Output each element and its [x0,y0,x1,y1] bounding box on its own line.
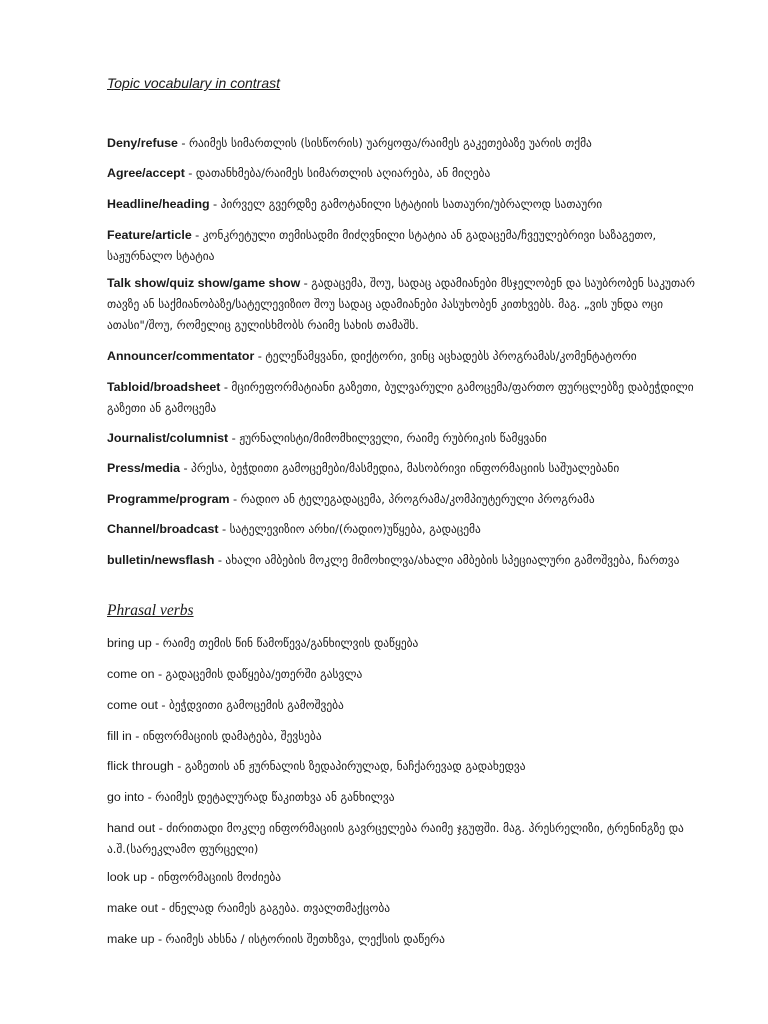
phrasal-term: come out [107,698,158,712]
vocab-definition: რაიმეს სიმართლის (სისწორის) უარყოფა/რაიმეს გაკეთებაზე უარის თქმა [188,136,592,150]
vocab-term: Journalist/columnist [107,431,229,445]
vocab-term: Channel/broadcast [107,522,219,536]
vocab-term: bulletin/newsflash [107,553,215,567]
vocab-entry: Talk show/quiz show/game show - გადაცემა, შოუ, სადაც ადამიანები მსჯელობენ და საუბრობენ საკუთარ თავზე ან საქმიანობაზე/სატელევიზიო შოუ სადაც ადამიანები პასუხობენ კითხვებს. მაგ. „ვის უნდა ოცი ათასი"/შოუ, რომელიც გულისხმობს რაიმე სახის თამაშს. [107,276,695,332]
vocab-definition: ჟურნალისტი/მიმომხილველი, რაიმე რუბრიკის წამყვანი [239,431,547,445]
phrasal-definition: რაიმე თემის წინ წამოწევა/განხილვის დაწყება [162,636,419,650]
phrasal-entry: bring up - რაიმე თემის წინ წამოწევა/განხილვის დაწყება [107,636,419,650]
phrasal-definition: რაიმეს ახსნა / ისტორიის შეთხზვა, ლექსის დაწერა [165,932,445,946]
phrasal-term: hand out [107,821,156,835]
vocab-definition: ახალი ამბების მოკლე მიმოხილვა/ახალი ამბების სპეციალური გამოშვება, ჩართვა [225,553,680,567]
page-title: Topic vocabulary in contrast [107,75,281,91]
phrasal-term: flick through [107,759,174,773]
vocab-definition: კონკრეტული თემისადმი მიძღვნილი სტატია ან გადაცემა/ჩვეულებრივი საზაგეთო, საჟურნალო სტატია [107,228,657,263]
vocab-term: Deny/refuse [107,136,178,150]
phrasal-definition: რაიმეს დეტალურად წაკითხვა ან განხილვა [155,790,395,804]
vocab-entry: Journalist/columnist - ჟურნალისტი/მიმომხილველი, რაიმე რუბრიკის წამყვანი [107,431,547,445]
phrasal-entry: make up - რაიმეს ახსნა / ისტორიის შეთხზვა, ლექსის დაწერა [107,932,445,946]
phrasal-definition: ინფორმაციის დამატება, შევსება [142,729,322,743]
phrasal-term: fill in [107,729,132,743]
section-title: Phrasal verbs [107,602,194,619]
vocab-entry: Tabloid/broadsheet - მცირეფორმატიანი გაზეთი, ბულვარული გამოცემა/ფართო ფურცლებზე დაბეჭდილი გაზეთი ან გამოცემა [107,380,694,415]
phrasal-term: make out [107,901,158,915]
vocab-definition: პრესა, ბეჭდითი გამოცემები/მასმედია, მასობრივი ინფორმაციის საშუალებანი [191,461,620,475]
vocab-term: Agree/accept [107,166,185,180]
vocab-definition: გადაცემა, შოუ, სადაც ადამიანები მსჯელობენ და საუბრობენ საკუთარ თავზე ან საქმიანობაზე/სატელევიზიო შოუ სადაც ადამიანები პასუხობენ კითხვებს. მაგ. „ვის უნდა ოცი ათასი"/შოუ, რომელიც გულისხმობს რაიმე სახის თამაშს. [107,276,695,332]
vocab-entry: Deny/refuse - რაიმეს სიმართლის (სისწორის) უარყოფა/რაიმეს გაკეთებაზე უარის თქმა [107,136,592,150]
phrasal-definition: ძირითადი მოკლე ინფორმაციის გავრცელება რაიმე ჯგუფში. მაგ. პრესრელიზი, ტრენინგზე და ა.შ.(სარეკლამო ფურცელი) [107,821,684,856]
phrasal-definition: ინფორმაციის მოძიება [157,870,282,884]
vocab-definition: მცირეფორმატიანი გაზეთი, ბულვარული გამოცემა/ფართო ფურცლებზე დაბეჭდილი გაზეთი ან გამოცემა [107,380,694,415]
vocab-term: Feature/article [107,228,192,242]
phrasal-definition: ძნელად რაიმეს გაგება. თვალთმაქცობა [168,901,391,915]
vocab-term: Press/media [107,461,181,475]
phrasal-term: make up [107,932,155,946]
phrasal-definition: გადაცემის დაწყება/ეთერში გასვლა [165,667,363,681]
phrasal-entry: fill in - ინფორმაციის დამატება, შევსება [107,729,322,743]
phrasal-entry: come on - გადაცემის დაწყება/ეთერში გასვლა [107,667,363,681]
vocab-term: Talk show/quiz show/game show [107,276,301,290]
vocab-term: Tabloid/broadsheet [107,380,221,394]
phrasal-term: bring up [107,636,152,650]
vocab-definition: ტელეწამყვანი, დიქტორი, ვინც აცხადებს პროგრამას/კომენტატორი [265,349,637,363]
phrasal-definition: ბეჭდვითი გამოცემის გამოშვება [168,698,344,712]
phrasal-term: come on [107,667,155,681]
vocab-definition: დათანხმება/რაიმეს სიმართლის აღიარება, ან მიღება [195,166,491,180]
phrasal-term: go into [107,790,145,804]
phrasal-term: look up [107,870,147,884]
vocab-definition: სატელევიზიო არხი/(რადიო)უწყება, გადაცემა [229,522,481,536]
phrasal-entry: hand out - ძირითადი მოკლე ინფორმაციის გავრცელება რაიმე ჯგუფში. მაგ. პრესრელიზი, ტრენინგზე და ა.შ.(სარეკლამო ფურცელი) [107,821,684,856]
vocab-definition: პირველ გვერდზე გამოტანილი სტატიის სათაური/უბრალოდ სათაური [220,197,603,211]
vocab-entry: Programme/program - რადიო ან ტელეგადაცემა, პროგრამა/კომპიუტერული პროგრამა [107,492,595,506]
vocab-entry: Headline/heading - პირველ გვერდზე გამოტანილი სტატიის სათაური/უბრალოდ სათაური [107,197,603,211]
vocab-term: Announcer/commentator [107,349,255,363]
phrasal-entry: flick through - გაზეთის ან ჟურნალის ზედაპირულად, ნაჩქარევად გადახედვა [107,759,526,773]
vocab-term: Programme/program [107,492,230,506]
vocab-term: Headline/heading [107,197,210,211]
vocab-entry: Channel/broadcast - სატელევიზიო არხი/(რადიო)უწყება, გადაცემა [107,522,481,536]
vocab-entry: Feature/article - კონკრეტული თემისადმი მიძღვნილი სტატია ან გადაცემა/ჩვეულებრივი საზაგეთო, საჟურნალო სტატია [107,228,657,263]
phrasal-entry: come out - ბეჭდვითი გამოცემის გამოშვება [107,698,344,712]
phrasal-entry: go into - რაიმეს დეტალურად წაკითხვა ან განხილვა [107,790,395,804]
vocab-definition: რადიო ან ტელეგადაცემა, პროგრამა/კომპიუტერული პროგრამა [240,492,595,506]
phrasal-definition: გაზეთის ან ჟურნალის ზედაპირულად, ნაჩქარევად გადახედვა [184,759,526,773]
vocab-entry: bulletin/newsflash - ახალი ამბების მოკლე მიმოხილვა/ახალი ამბების სპეციალური გამოშვება, ჩართვა [107,553,680,567]
vocab-entry: Agree/accept - დათანხმება/რაიმეს სიმართლის აღიარება, ან მიღება [107,166,491,180]
vocab-entry: Announcer/commentator - ტელეწამყვანი, დიქტორი, ვინც აცხადებს პროგრამას/კომენტატორი [107,349,637,363]
phrasal-entry: look up - ინფორმაციის მოძიება [107,870,282,884]
vocab-entry: Press/media - პრესა, ბეჭდითი გამოცემები/მასმედია, მასობრივი ინფორმაციის საშუალებანი [107,461,620,475]
phrasal-entry: make out - ძნელად რაიმეს გაგება. თვალთმაქცობა [107,901,391,915]
